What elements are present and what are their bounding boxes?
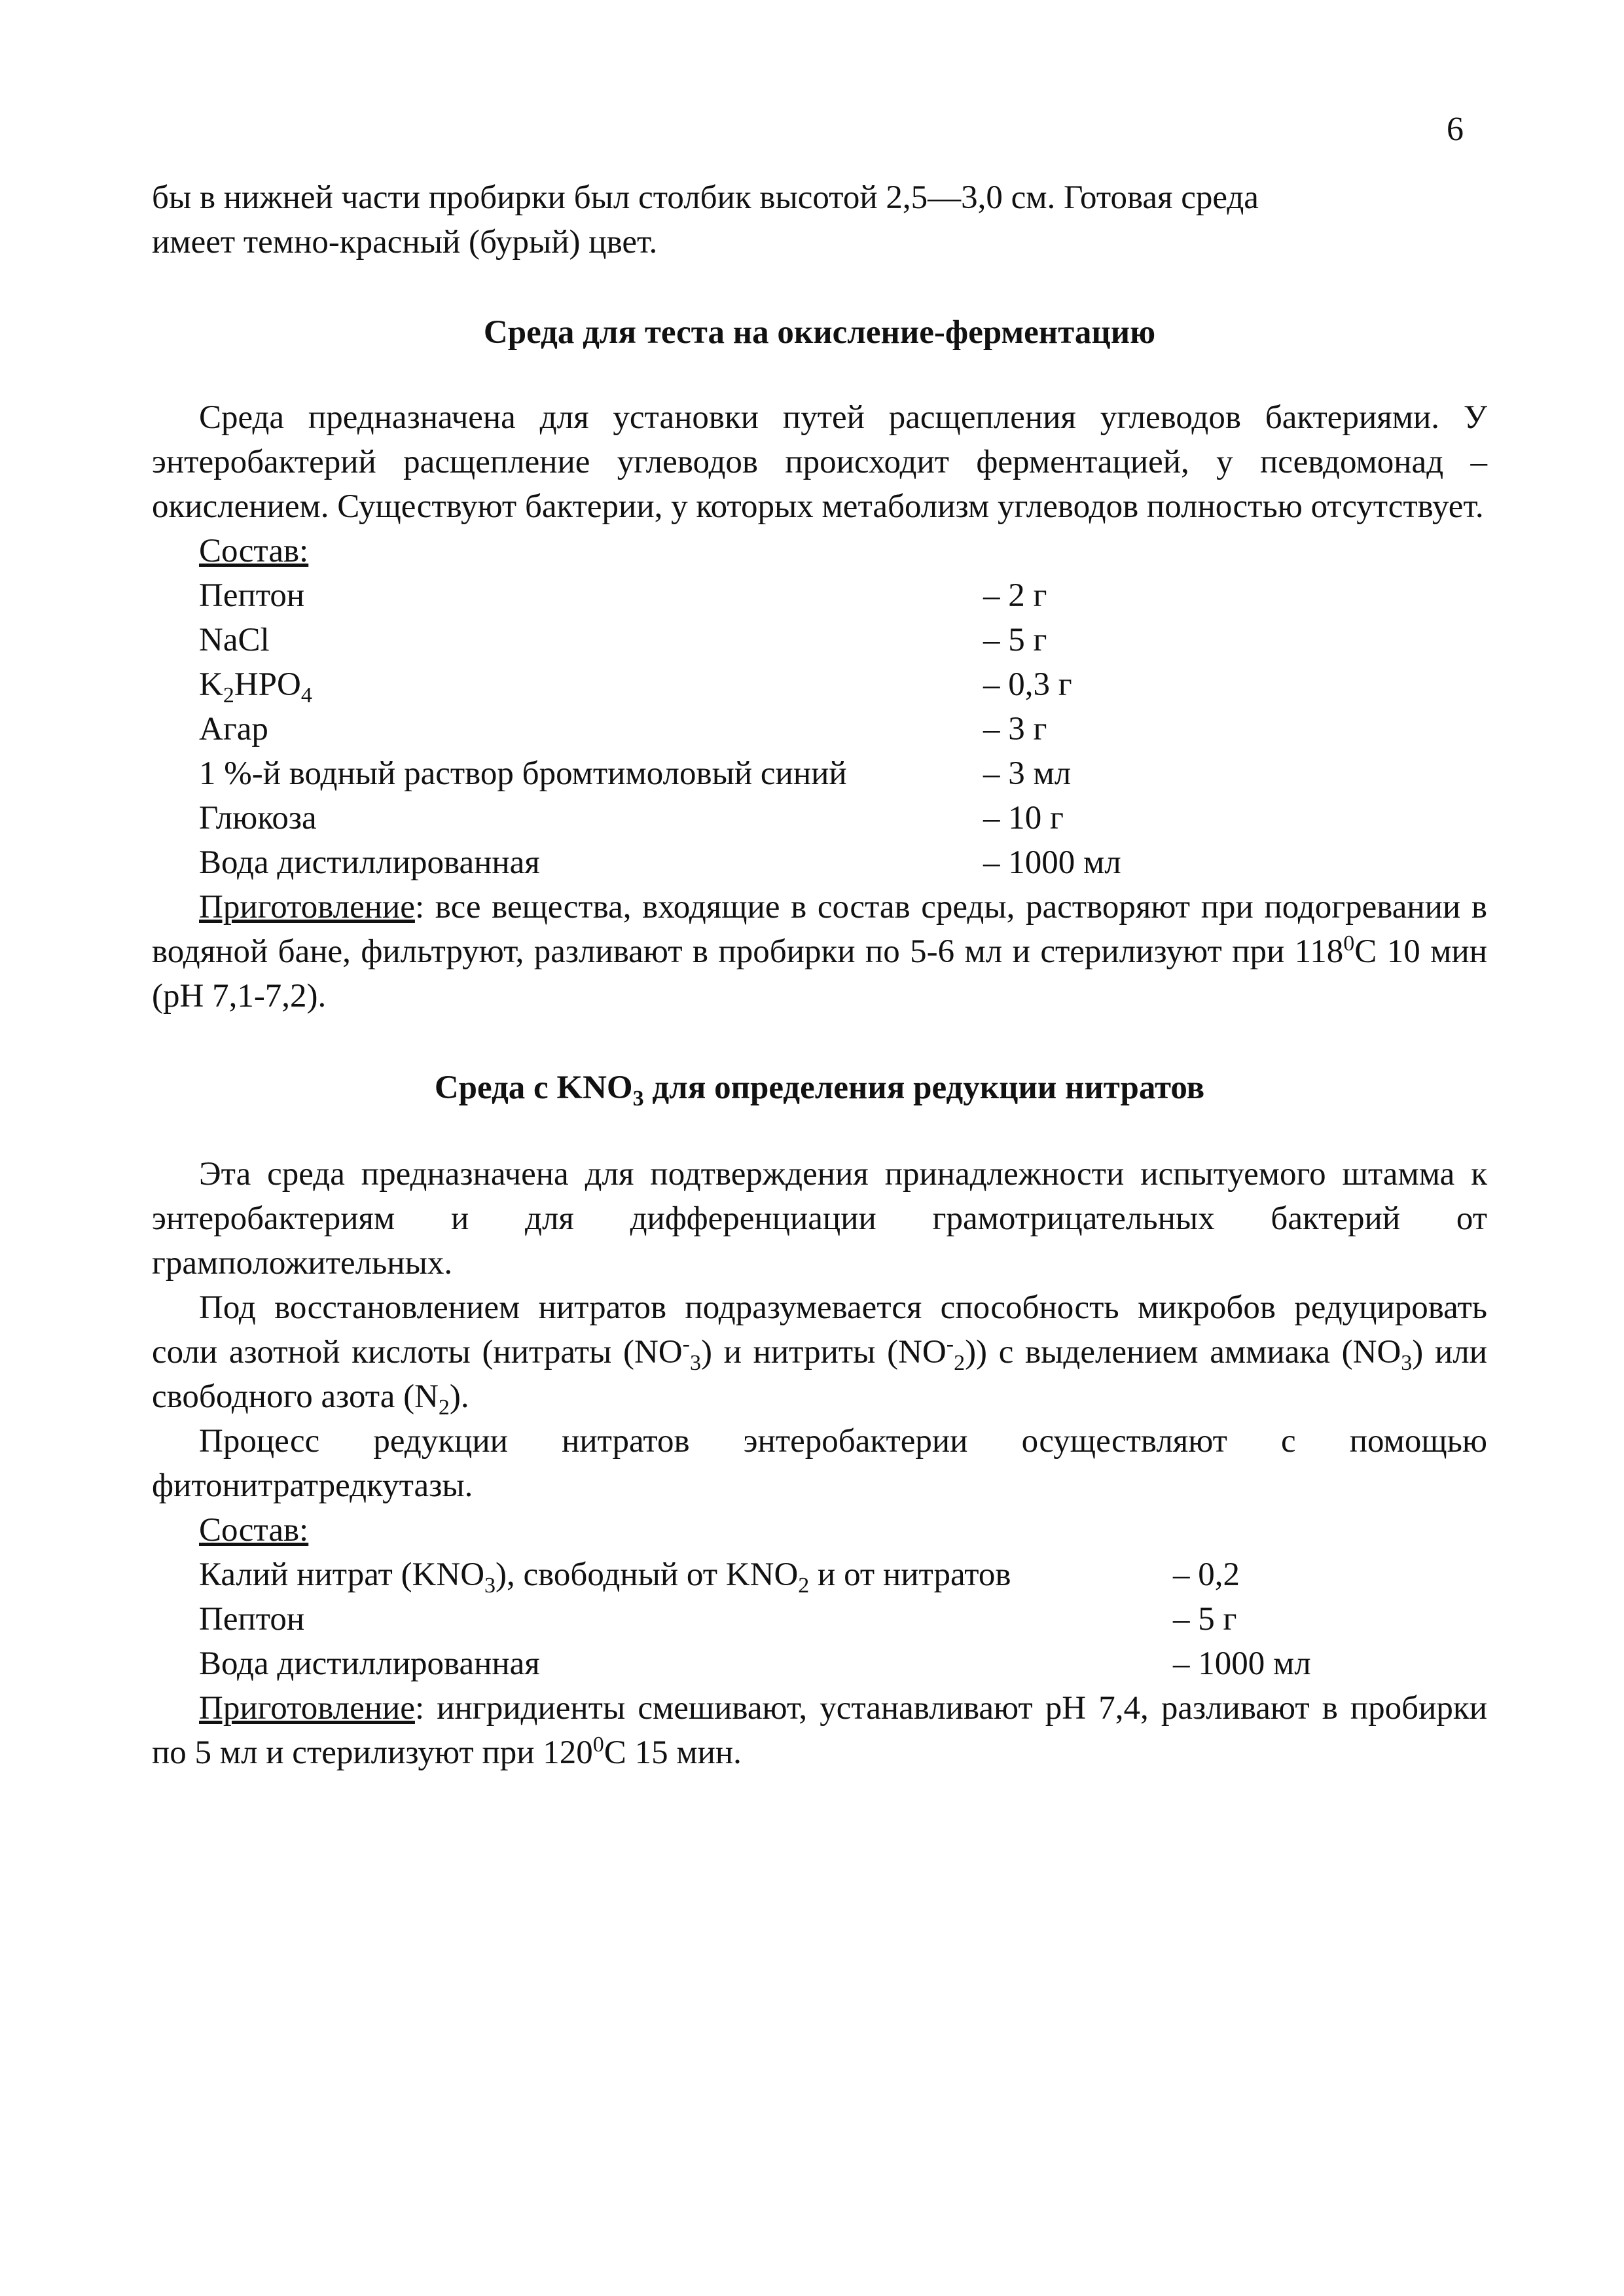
ingredient-row xyxy=(152,751,1487,796)
ingredient-name: Пептон xyxy=(199,577,305,614)
ingredient-row xyxy=(152,707,1487,751)
ingredient-row xyxy=(152,573,1487,618)
ingredient-row xyxy=(152,1597,1487,1641)
intro-paragraph xyxy=(152,175,1487,264)
ingredient-amount: – 5 г xyxy=(1173,1601,1237,1638)
intro-line-2: имеет темно-красный (бурый) цвет. xyxy=(152,224,658,260)
section-1-ingredient-list xyxy=(152,573,1487,885)
ingredient-row xyxy=(152,618,1487,662)
ingredient-row xyxy=(152,796,1487,840)
ingredient-amount: – 2 г xyxy=(983,577,1047,614)
section-1-heading: Среда для теста на окисление-ферментацию xyxy=(483,314,1156,351)
section-1-preparation: Приготовление: все вещества, входящие в состав среды, растворяют при подогревании в водяной бане, фильтруют, разливают в пробирки по 5-6 мл и стерилизуют при $118^0С$ 10 мин (рН 7,1-7,2). xyxy=(152,889,1487,1014)
section-2-paragraph-1: Эта среда предназначена для подтверждения принадлежности испытуемого штамма к энтеробактериям и для дифференциации грамотрицательных бактерий от грамположительных. xyxy=(152,1156,1487,1282)
intro-line-1: бы в нижней части пробирки был столбик высотой 2,5—3,0 см. Готовая среда xyxy=(152,179,1259,216)
section-2-paragraph-2: Под восстановлением нитратов подразумевается способность микробов редуцировать соли азотной кислоты (нитраты $(NO^-_3)$ и нитриты $(NO^-_2)$) с выделением аммиака $(NO_3)$ или свободного азота $(N_2)$. xyxy=(152,1289,1487,1420)
ingredient-amount: – 1000 мл xyxy=(983,844,1121,881)
preparation-text: : ингридиенты смешивают, устанавливают рН 7,4, разливают в пробирки по 5 мл и стерилизуют при 120 xyxy=(152,1690,1487,1771)
preparation-label: Приготовление xyxy=(199,1690,415,1727)
ingredient-name: Агар xyxy=(199,711,268,747)
ingredient-row xyxy=(152,662,1487,707)
ingredient-amount: – 5 г xyxy=(983,622,1047,658)
preparation-text: : все вещества, входящие в состав среды, растворяют при подогревании в водяной бане, фильтруют, разливают в пробирки по 5-6 мл и стерилизуют при 118 xyxy=(152,889,1487,970)
ingredient-name: Пептон xyxy=(199,1601,305,1638)
preparation-label: Приготовление xyxy=(199,889,415,925)
ingredient-name: Вода дистиллированная xyxy=(199,1645,540,1682)
ingredient-name: NaCl xyxy=(199,622,270,658)
ingredient-name: 1 %-й водный раствор бромтимоловый синий xyxy=(199,755,847,792)
ingredient-name: Калий нитрат $(KNO_3)$, свободный от $KNO_2$ и от нитратов xyxy=(199,1556,1011,1598)
ingredient-amount: – 0,2 xyxy=(1173,1556,1240,1593)
section-1-composition-label xyxy=(152,529,1487,573)
ingredient-amount: – 3 мл xyxy=(983,755,1072,792)
ingredient-name: Глюкоза xyxy=(199,800,317,836)
ingredient-row xyxy=(152,1552,1487,1597)
ingredient-name: $K_2HPO_4$ xyxy=(199,666,312,708)
ingredient-amount: – 1000 мл xyxy=(1173,1645,1311,1682)
ingredient-row xyxy=(152,840,1487,885)
text-column xyxy=(152,175,1487,1775)
section-2-ingredient-list xyxy=(152,1552,1487,1686)
section-2-paragraph-3: Процесс редукции нитратов энтеробактерии осуществляют с помощью фитонитратредкутазы. xyxy=(152,1423,1487,1504)
composition-label: Состав: xyxy=(199,1512,309,1549)
section-2-heading: Среда с $KNO_3$ для определения редукции нитратов xyxy=(434,1069,1205,1111)
ingredient-row xyxy=(152,1641,1487,1686)
section-2-preparation: Приготовление: ингридиенты смешивают, устанавливают рН 7,4, разливают в пробирки по 5 мл и стерилизуют при $120^0С$ 15 мин. xyxy=(152,1690,1487,1771)
ingredient-amount: – 0,3 г xyxy=(983,666,1072,703)
composition-label: Состав: xyxy=(199,533,309,569)
ingredient-amount: – 10 г xyxy=(983,800,1064,836)
ingredient-name: Вода дистиллированная xyxy=(199,844,540,881)
section-1-paragraph: Среда предназначена для установки путей расщепления углеводов бактериями. У энтеробактерий расщепление углеводов происходит ферментацией, у псевдомонад – окислением. Существуют бактерии, у которых метаболизм углеводов полностью отсутствует. xyxy=(152,399,1487,525)
page-number: 6 xyxy=(1447,111,1464,148)
section-2-composition-label xyxy=(152,1508,1487,1552)
ingredient-amount: – 3 г xyxy=(983,711,1047,747)
